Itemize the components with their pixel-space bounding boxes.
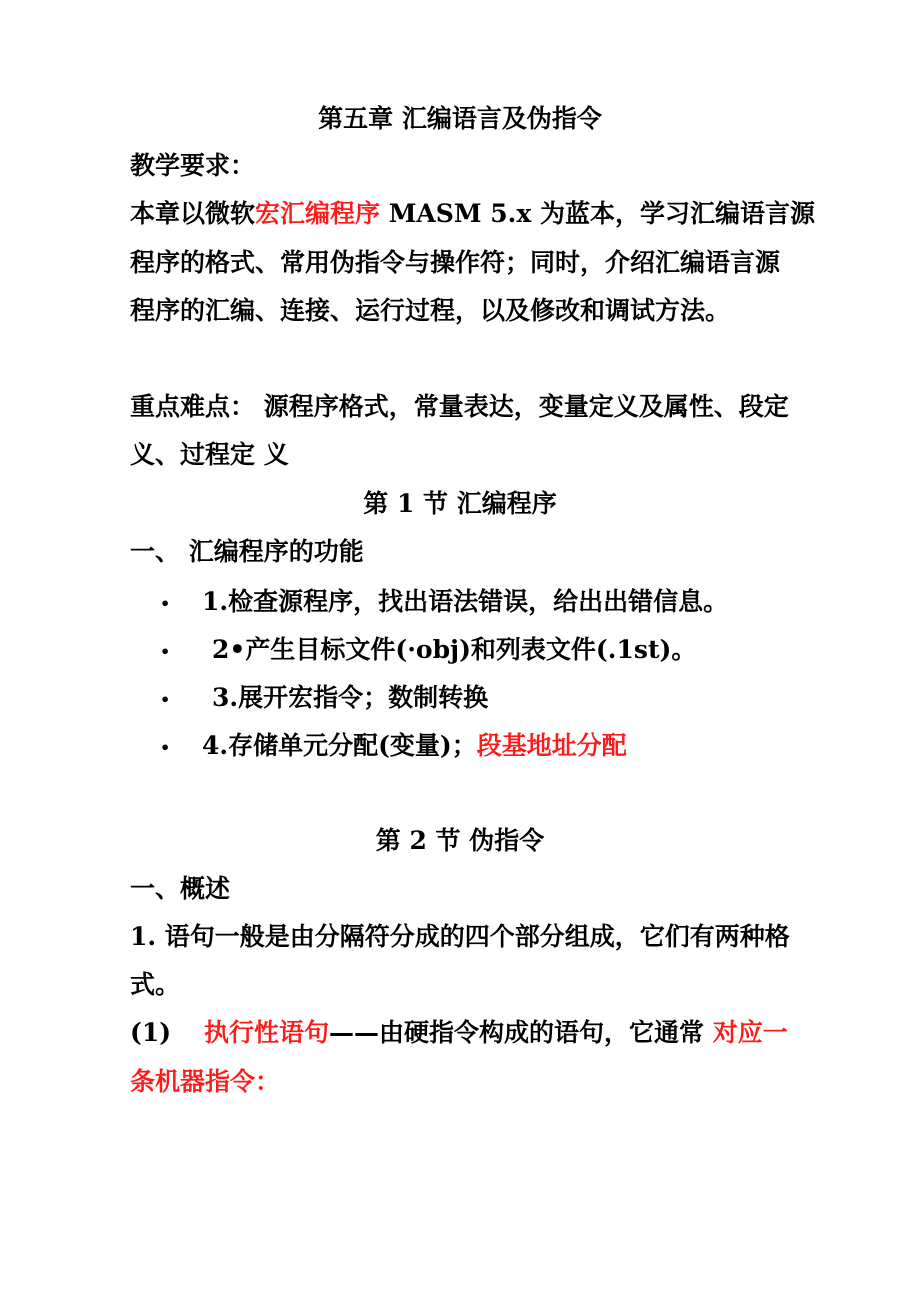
paragraph-2-line-2: 条机器指令：: [130, 1067, 281, 1096]
highlight-corresponds: 对应一: [712, 1018, 788, 1047]
item-number: (1): [130, 1018, 172, 1047]
bullet-icon: •: [160, 593, 171, 613]
list-item-text: 3.展开宏指令；数制转换: [212, 683, 489, 712]
key-points-line-1: 重点难点： 源程序格式，常量表达，变量定义及属性、段定: [130, 392, 789, 421]
section2-subheading: 一、概述: [130, 874, 231, 903]
list-item: [160, 587, 728, 619]
bullet-icon: •: [160, 737, 171, 757]
paragraph-2-line-1: [130, 1018, 788, 1048]
section1-title: 第 1 节 汇编程序: [363, 489, 557, 518]
intro-line-3: 程序的汇编、连接、运行过程，以及修改和调试方法。: [130, 296, 731, 325]
list-item: [160, 635, 696, 667]
highlight-executable-statement: 执行性语句: [204, 1018, 330, 1047]
intro-line-2: 程序的格式、常用伪指令与操作符；同时，介绍汇编语言源: [130, 248, 781, 277]
section2-title: 第 2 节 伪指令: [375, 826, 545, 855]
intro-highlight-masm: 宏汇编程序: [255, 199, 381, 228]
intro-text-b: MASM 5.x 为蓝本，学习汇编语言源: [380, 199, 815, 228]
list-item: [160, 683, 488, 715]
list-item-text: 1.检查源程序，找出语法错误，给出出错信息。: [202, 587, 729, 616]
bullet-icon: •: [160, 641, 171, 661]
list-item: [160, 731, 627, 763]
paragraph-2-text: ——由硬指令构成的语句，它通常: [329, 1018, 713, 1047]
key-points-line-2: 义、过程定 义: [130, 440, 289, 469]
bullet-icon: •: [160, 689, 171, 709]
requirements-label: 教学要求：: [130, 151, 256, 180]
intro-line-1: [130, 199, 815, 229]
list-item-text: 4.存储单元分配(变量)；: [202, 731, 477, 760]
chapter-title: 第五章 汇编语言及伪指令: [318, 104, 602, 133]
paragraph-1-line-2: 式。: [130, 970, 181, 999]
intro-text-a: 本章以微软: [130, 199, 256, 228]
paragraph-1-line-1: 1. 语句一般是由分隔符分成的四个部分组成，它们有两种格: [130, 922, 790, 951]
list-item-highlight: 段基地址分配: [476, 731, 627, 760]
section1-subheading: 一、 汇编程序的功能: [130, 537, 364, 566]
list-item-text: 2•产生目标文件(·obj)和列表文件(.1st)。: [212, 635, 697, 664]
